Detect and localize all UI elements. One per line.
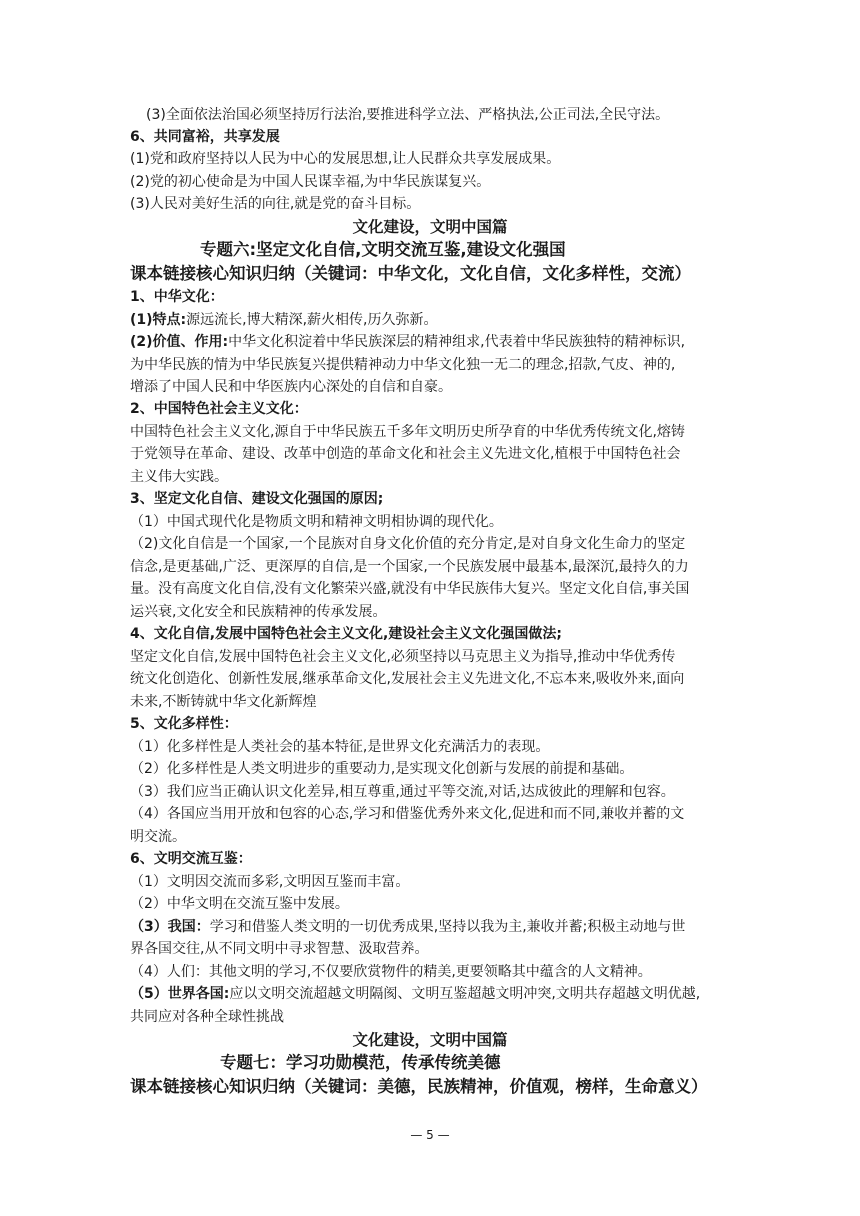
text-line: 为中华民族的情为中华民族复兴提供精神动力中华文化独一无二的理念,招款,气皮、神的, (130, 357, 676, 373)
text-line: （1）文明因交流而多彩,文明因互鉴而丰富。 (130, 874, 410, 890)
summary-heading: 课本链接核心知识归纳（关键词：美德，民族精神，价值观，榜样，生命意义） (130, 1077, 708, 1096)
section-heading: 3、坚定文化自信、建设文化强国的原因; (130, 491, 384, 507)
text-line: （3）我们应当正确认识文化差异,相互尊重,通过平等交流,对话,达成彼此的理解和包容。 (130, 784, 675, 800)
text-line: (2)党的初心使命是为中国人民谋幸福,为中华民族谋复兴。 (130, 174, 491, 190)
section-heading: 2、中国特色社会主义文化： (130, 401, 308, 417)
text-line: （4）人们：其他文明的学习,不仅要欣赏物件的精美,更要领略其中蕴含的人文精神。 (130, 964, 652, 980)
item-text: 源远流长,博大精深,薪火相传,历久弥新。 (186, 312, 438, 328)
text-line (130, 310, 730, 331)
text-line: 界各国交往,从不同文明中寻求智慧、汲取营养。 (130, 941, 429, 957)
part-title: 文化建设，文明中国篇 (352, 218, 508, 236)
text-line: 统文化创造化、创新性发展,继承革命文化,发展社会主义先进文化,不忘本来,吸收外来,面向 (130, 671, 685, 687)
text-line: 共同应对各种全球性挑战 (130, 1009, 284, 1025)
section-heading: 6、共同富裕，共享发展 (130, 129, 280, 145)
topic-title: 专题六:坚定文化自信,文明交流互鉴,建设文化强国 (200, 240, 566, 259)
text-line: (3)人民对美好生活的向往,就是党的奋斗目标。 (130, 196, 421, 212)
text-line: 中国特色社会主义文化,源自于中华民族五千多年文明历史所孕育的中华优秀传统文化,熔铸 (130, 424, 685, 440)
text-line: 运兴衰,文化安全和民族精神的传承发展。 (130, 604, 387, 620)
text-line (130, 984, 730, 1005)
section-heading: 4、文化自信,发展中国特色社会主义文化,建设社会主义文化强国做法; (130, 626, 562, 642)
text-line: (3)全面依法治国必须坚持厉行法治,要推进科学立法、严格执法,公正司法,全民守法。 (146, 107, 670, 123)
text-line: （1）中国式现代化是物质文明和精神文明相协调的现代化。 (130, 514, 503, 530)
text-line: 未来,不断铸就中华文化新辉煌 (130, 694, 317, 710)
text-line (130, 332, 730, 353)
text-line: 量。没有高度文化自信,没有文化繁荣兴盛,就没有中华民族伟大复兴。坚定文化自信,事关国 (130, 581, 690, 597)
text-line: （2）化多样性是人类文明进步的重要动力,是实现文化创新与发展的前提和基础。 (130, 761, 634, 777)
text-line: （1）化多样性是人类社会的基本特征,是世界文化充满活力的表现。 (130, 739, 550, 755)
text-line: 于党领导在革命、建设、改革中创造的革命文化和社会主义先进文化,植根于中国特色社会 (130, 446, 681, 462)
item-lead: （3）我国： (130, 919, 210, 935)
text-line: 明交流。 (130, 829, 186, 845)
text-line: （4）各国应当用开放和包容的心态,学习和借鉴优秀外来文化,促进和而不同,兼收并蓄的文 (130, 806, 685, 822)
item-lead: (2)价值、作用: (130, 334, 229, 350)
text-line: 信念,是更基础,广泛、更深厚的自信,是一个国家,一个民族发展中最基本,最深沉,最持久的力 (130, 559, 689, 575)
item-lead: (1)特点: (130, 312, 187, 328)
topic-title: 专题七：学习功勋模范，传承传统美德 (220, 1053, 501, 1072)
part-title: 文化建设，文明中国篇 (352, 1031, 508, 1049)
text-line: 坚定文化自信,发展中国特色社会主义文化,必须坚持以马克思主义为指导,推动中华优秀传 (130, 649, 676, 665)
text-line: （2）中华文明在交流互鉴中发展。 (130, 896, 349, 912)
item-lead: （5）世界各国: (130, 986, 230, 1002)
item-text: 中华文化积淀着中华民族深层的精神组求,代表着中华民族独特的精神标识, (228, 334, 686, 350)
text-line: （2)文化自信是一个国家,一个昆族对自身文化价值的充分肯定,是对自身文化生命力的坚定 (130, 536, 686, 552)
item-text: 应以文明交流超越文明隔阂、文明互鉴超越文明冲突,文明共存超越文明优越, (229, 986, 701, 1002)
page-number: — 5 — (410, 1128, 450, 1142)
section-heading: 6、文明交流互鉴： (130, 851, 252, 867)
text-line: 主义伟大实践。 (130, 469, 228, 485)
text-line (130, 917, 730, 938)
section-heading: 5、文化多样性： (130, 716, 238, 732)
text-line: (1)党和政府坚持以人民为中心的发展思想,让人民群众共享发展成果。 (130, 151, 561, 167)
section-heading: 1、中华文化： (130, 289, 224, 305)
text-line: 增添了中国人民和中华医族内心深处的自信和自豪。 (130, 379, 452, 395)
item-text: 学习和借鉴人类文明的一切优秀成果,坚持以我为主,兼收并蓄;积极主动地与世 (209, 919, 686, 935)
summary-heading: 课本链接核心知识归纳（关键词：中华文化，文化自信，文化多样性，交流） (130, 264, 691, 283)
